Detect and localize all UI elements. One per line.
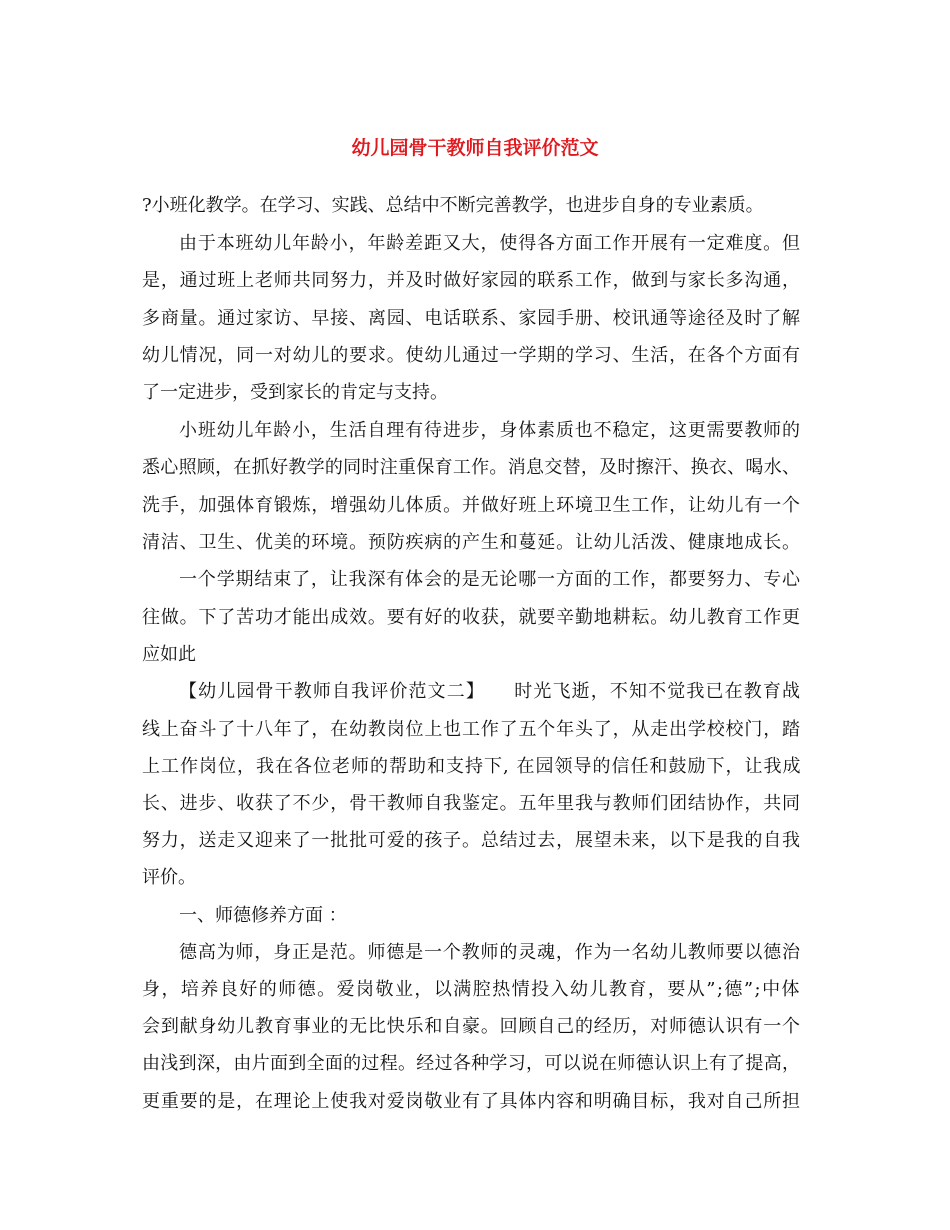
text-line: 【幼儿园骨干教师自我评价范文二】 时光飞逝，不知不觉我已在教育战 bbox=[179, 681, 802, 702]
text-line: 更重要的是，在理论上使我对爱岗敬业有了具体内容和明确目标，我对自己所担 bbox=[142, 1091, 801, 1112]
text-line: 是，通过班上老师共同努力，并及时做好家园的联系工作，做到与家长多沟通， bbox=[142, 270, 801, 291]
text-line: 洗手，加强体育锻炼，增强幼儿体质。并做好班上环境卫生工作，让幼儿有一个 bbox=[142, 495, 801, 516]
text-line: 会到献身幼儿教育事业的无比快乐和自豪。回顾自己的经历，对师德认识有一个 bbox=[142, 1016, 801, 1037]
text-line: 往做。下了苦功才能出成效。要有好的收获，就要辛勤地耕耘。幼儿教育工作更 bbox=[142, 607, 801, 628]
text-line: 德高为师，身正是范。师德是一个教师的灵魂，作为一名幼儿教师要以德治 bbox=[179, 942, 801, 963]
text-line: 一个学期结束了，让我深有体会的是无论哪一方面的工作，都要努力、专心 bbox=[179, 569, 801, 590]
text-line: 由于本班幼儿年龄小，年龄差距又大，使得各方面工作开展有一定难度。但 bbox=[179, 233, 801, 254]
text-line: 上工作岗位，我在各位老师的帮助和支持下, 在园领导的信任和鼓励下，让我成 bbox=[142, 756, 802, 777]
document-title: 幼儿园骨干教师自我评价范文 bbox=[351, 137, 599, 159]
text-line: 应如此 bbox=[142, 644, 196, 665]
text-line: 清洁、卫生、优美的环境。预防疾病的产生和蔓延。让幼儿活泼、健康地成长。 bbox=[142, 532, 801, 553]
text-line: 线上奋斗了十八年了，在幼教岗位上也工作了五个年头了，从走出学校校门，踏 bbox=[142, 719, 801, 740]
text-line: 评价。 bbox=[142, 867, 196, 888]
text-line: 身，培养良好的师德。爱岗敬业，以满腔热情投入幼儿教育，要从”;德”;中体 bbox=[142, 979, 801, 1000]
text-line: 多商量。通过家访、早接、离园、电话联系、家园手册、校讯通等途径及时了解 bbox=[142, 308, 801, 329]
text-line: 悉心照顾，在抓好教学的同时注重保育工作。消息交替，及时擦汗、换衣、喝水、 bbox=[142, 457, 801, 478]
text-line: 努力，送走又迎来了一批批可爱的孩子。总结过去，展望未来，以下是我的自我 bbox=[142, 830, 801, 851]
text-line: 了一定进步，受到家长的肯定与支持。 bbox=[142, 382, 448, 403]
text-line: 小班幼儿年龄小，生活自理有待进步，身体素质也不稳定，这更需要教师的 bbox=[179, 420, 801, 441]
text-line: 由浅到深，由片面到全面的过程。经过各种学习，可以说在师德认识上有了提高， bbox=[142, 1053, 801, 1074]
text-line: ?小班化教学。在学习、实践、总结中不断完善教学，也进步自身的专业素质。 bbox=[142, 195, 764, 216]
text-line: 幼儿情况，同一对幼儿的要求。使幼儿通过一学期的学习、生活，在各个方面有 bbox=[142, 345, 801, 366]
text-line: 一、师德修养方面 ： bbox=[179, 905, 347, 926]
text-line: 长、进步、收获了不少，骨干教师自我鉴定。五年里我与教师们团结协作，共同 bbox=[142, 793, 801, 814]
